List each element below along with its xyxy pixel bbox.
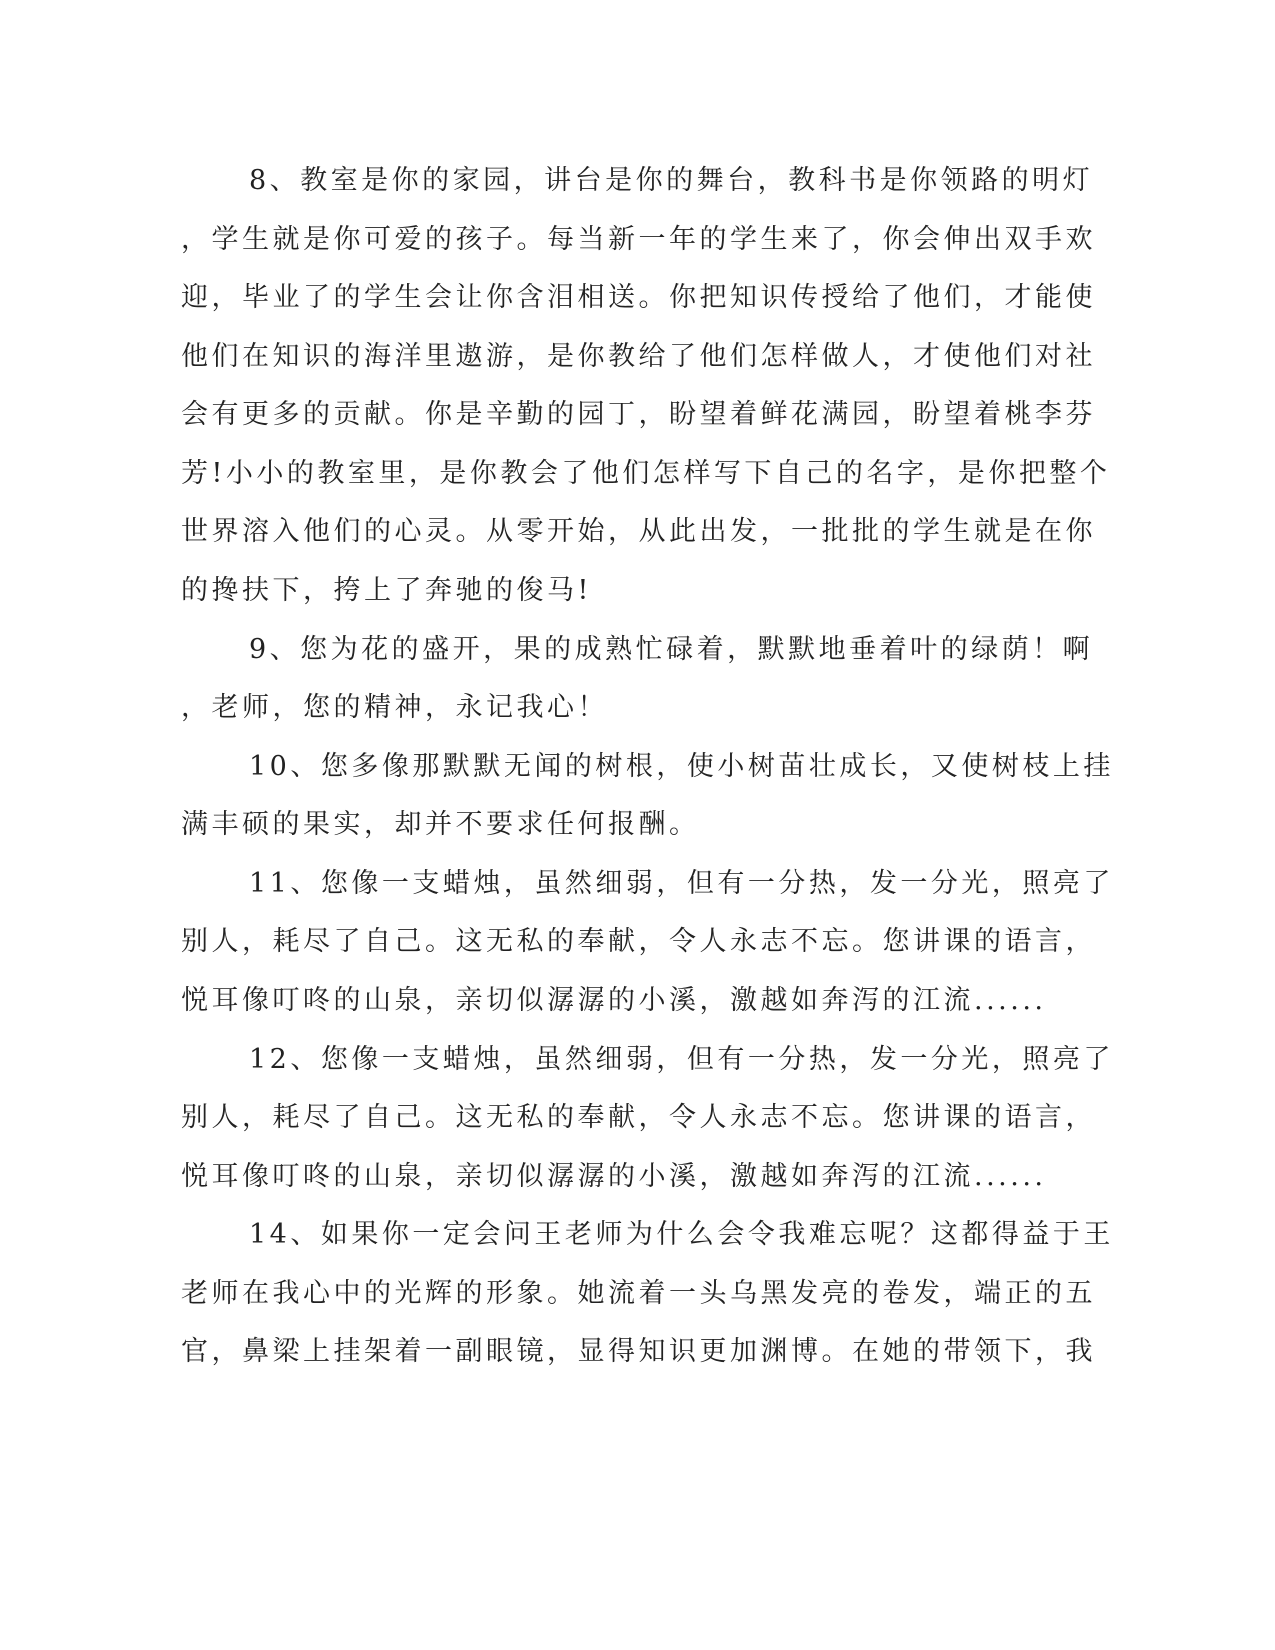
- paragraph-8-line-3: 迎，毕业了的学生会让你含泪相送。你把知识传授给了他们，才能使: [181, 282, 1096, 313]
- paragraph-12-line-1: 12、您像一支蜡烛，虽然细弱，但有一分热，发一分光，照亮了: [249, 1044, 1114, 1075]
- paragraph-9-line-1: 9、您为花的盛开，果的成熟忙碌着，默默地垂着叶的绿荫！啊: [249, 634, 1094, 665]
- paragraph-8-line-6: 芳!小小的教室里，是你教会了他们怎样写下自己的名字，是你把整个: [181, 458, 1111, 489]
- paragraph-14-line-3: 官，鼻梁上挂架着一副眼镜，显得知识更加渊博。在她的带领下，我: [181, 1336, 1096, 1367]
- paragraph-12-line-2: 别人，耗尽了自己。这无私的奉献，令人永志不忘。您讲课的语言，: [181, 1102, 1096, 1133]
- paragraph-14-line-1: 14、如果你一定会问王老师为什么会令我难忘呢？这都得益于王: [249, 1219, 1114, 1250]
- paragraph-8-line-4: 他们在知识的海洋里遨游，是你教给了他们怎样做人，才使他们对社: [181, 341, 1096, 372]
- paragraph-10-line-1: 10、您多像那默默无闻的树根，使小树苗壮成长，又使树枝上挂: [249, 751, 1114, 782]
- paragraph-8-line-2: ，学生就是你可爱的孩子。每当新一年的学生来了，你会伸出双手欢: [181, 224, 1096, 255]
- paragraph-10-line-2: 满丰硕的果实，却并不要求任何报酬。: [181, 809, 700, 840]
- paragraph-14-line-2: 老师在我心中的光辉的形象。她流着一头乌黑发亮的卷发，端正的五: [181, 1278, 1096, 1309]
- paragraph-8-line-7: 世界溶入他们的心灵。从零开始，从此出发，一批批的学生就是在你: [181, 516, 1096, 547]
- paragraph-8-line-1: 8、教室是你的家园，讲台是你的舞台，教科书是你领路的明灯: [249, 165, 1094, 196]
- paragraph-11-line-2: 别人，耗尽了自己。这无私的奉献，令人永志不忘。您讲课的语言，: [181, 926, 1096, 957]
- paragraph-9-line-2: ，老师，您的精神，永记我心！: [181, 692, 608, 723]
- paragraph-12-line-3: 悦耳像叮咚的山泉，亲切似潺潺的小溪，激越如奔泻的江流......: [181, 1161, 1047, 1192]
- paragraph-11-line-3: 悦耳像叮咚的山泉，亲切似潺潺的小溪，激越如奔泻的江流......: [181, 985, 1047, 1016]
- paragraph-8-line-8: 的搀扶下，挎上了奔驰的俊马!: [181, 575, 592, 606]
- paragraph-8-line-5: 会有更多的贡献。你是辛勤的园丁，盼望着鲜花满园，盼望着桃李芬: [181, 399, 1096, 430]
- paragraph-11-line-1: 11、您像一支蜡烛，虽然细弱，但有一分热，发一分光，照亮了: [249, 868, 1114, 899]
